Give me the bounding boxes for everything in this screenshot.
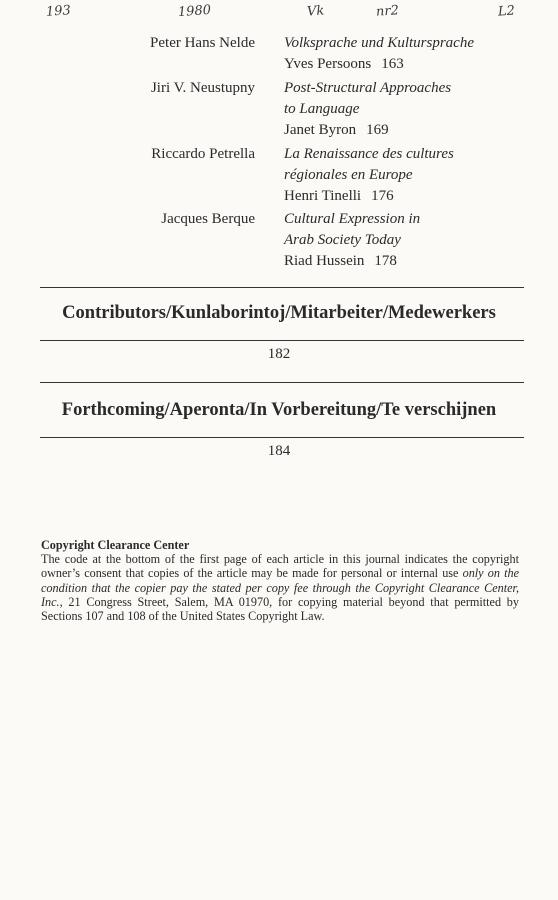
entry-title: La Renaissance des cultures	[284, 146, 454, 162]
entry-work	[284, 209, 544, 272]
copyright-text: The code at the bottom of the first page of each article in this journal indicates the copyright owner’s consent that copies of the article may be made for personal or internal use	[41, 552, 519, 581]
entry-byline	[284, 251, 544, 272]
copyright-notice	[41, 538, 519, 623]
section-heading-forthcoming: Forthcoming/Aperonta/In Vorbereitung/Te verschijnen	[61, 400, 497, 420]
entry-translator: Riad Hussein	[284, 253, 365, 269]
section-page-number: 184	[267, 443, 291, 459]
handwritten-note: 1980	[177, 2, 212, 21]
entry-author: Jiri V. Neustupny	[150, 80, 255, 96]
entry-byline	[284, 120, 544, 141]
entry-work	[284, 144, 544, 207]
entry-work	[284, 33, 544, 75]
entry-title: Volksprache und Kultursprache	[284, 35, 474, 51]
handwritten-note: Vk	[306, 3, 325, 20]
entry-title: Post-Structural Approaches	[284, 80, 452, 96]
divider	[40, 340, 524, 341]
divider	[40, 287, 524, 288]
entry-work	[284, 78, 544, 141]
entry-author: Peter Hans Nelde	[150, 35, 255, 51]
entry-author: Jacques Berque	[161, 211, 255, 227]
section-heading-contributors: Contributors/Kunlaborintoj/Mitarbeiter/Medewerkers	[62, 303, 496, 323]
copyright-text: , 21 Congress Street, Salem, MA 01970, for copying material beyond that permitted by Sections 107 and 108 of the United States Copyright Law.	[41, 594, 519, 624]
entry-page-number: 163	[381, 56, 404, 72]
copyright-condition: only on the condition that the copier pay the stated per copy fee through the Copyright Clearance Center, Inc.	[41, 566, 519, 609]
handwritten-note: 193	[45, 3, 72, 20]
entry-title: Arab Society Today	[284, 232, 401, 248]
entry-translator: Yves Persoons	[284, 56, 372, 72]
entry-byline	[284, 54, 544, 75]
section-page-number: 182	[267, 346, 291, 362]
handwritten-note: nr2	[375, 3, 400, 20]
entry-page-number: 176	[371, 188, 394, 204]
entry-translator: Janet Byron	[284, 122, 357, 138]
copyright-heading: Copyright Clearance Center	[41, 538, 190, 552]
entry-title: régionales en Europe	[284, 167, 413, 183]
entry-title: Cultural Expression in	[284, 211, 421, 227]
entry-author: Riccardo Petrella	[151, 146, 255, 162]
divider	[40, 437, 524, 438]
divider	[40, 382, 524, 383]
entry-page-number: 178	[374, 253, 397, 269]
handwritten-note: L2	[497, 3, 516, 20]
entry-page-number: 169	[366, 122, 389, 138]
entry-title: to Language	[284, 101, 360, 117]
entry-byline	[284, 186, 544, 207]
entry-translator: Henri Tinelli	[284, 188, 362, 204]
